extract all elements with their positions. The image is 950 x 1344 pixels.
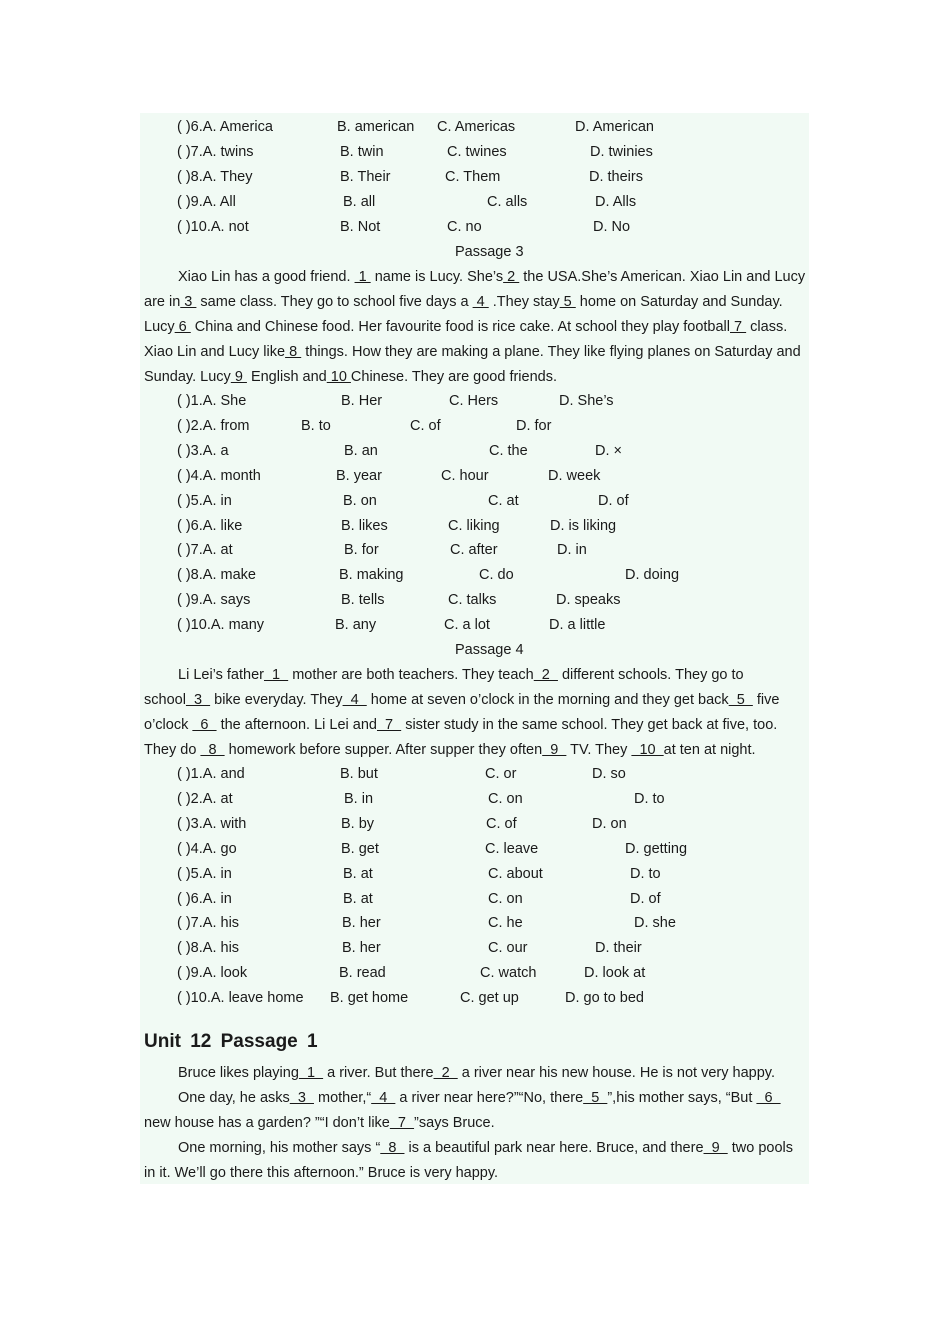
option-b: B. american: [337, 119, 415, 135]
option-row: [0, 540, 950, 560]
option-row: [0, 466, 950, 486]
blank: 3: [180, 293, 197, 310]
option-d: D. their: [595, 940, 642, 957]
option-d: D. of: [630, 890, 661, 907]
blank: 2: [533, 667, 558, 683]
option-row: [0, 516, 950, 536]
option-row: [0, 491, 950, 511]
passage3-text: [144, 265, 808, 390]
paragraph: Xiao Lin has a good friend. 1 name is Lucy. She’s 2 the USA.She’s American. Xiao Lin and Lucy are in 3 same class. They go to school five days a 4 .They stay 5 home on Saturday and Sunday. Lucy 6 China and Chinese food. Her favourite food is rice cake. At school they play football 7 class. Xiao Lin and Lucy like 8 things. How they are making a plane. They like flying planes on Saturday and Sunday. Lucy 9 English and 10 Chinese. They are good friends.: [144, 269, 806, 385]
option-c: C. leave: [485, 840, 539, 857]
option-b: B. by: [341, 815, 375, 832]
passage3-title: Passage 3: [455, 244, 524, 260]
option-b: B. for: [344, 542, 379, 559]
blank: 1: [354, 269, 371, 285]
option-b: B. any: [335, 617, 377, 634]
question-number: ( )6.A. America: [177, 119, 273, 135]
option-row: [0, 590, 950, 610]
option-d: D. in: [557, 542, 587, 559]
question-number: ( )7.A. at: [177, 542, 233, 559]
option-row: [0, 963, 950, 983]
blank: 7: [376, 716, 402, 733]
option-b: B. read: [339, 965, 386, 982]
option-row: [0, 839, 950, 859]
option-c: C. twines: [447, 143, 507, 160]
option-c: C. watch: [480, 965, 537, 982]
option-d: D. of: [598, 492, 629, 509]
option-row: [0, 988, 950, 1008]
option-c: C. hour: [441, 467, 489, 484]
paragraph: One morning, his mother says “ 8 is a beautiful park near here. Bruce, and there 9 two pools in it. We’ll go there this afternoon.” Bruce is very happy.: [144, 1139, 793, 1181]
option-d: D. No: [593, 218, 631, 235]
option-d: D. American: [575, 119, 654, 135]
option-c: C. after: [450, 542, 498, 559]
option-c: C. the: [489, 442, 528, 459]
option-b: B. year: [336, 467, 382, 484]
option-c: C. liking: [448, 517, 500, 534]
question-number: ( )10.A. not: [177, 218, 249, 235]
option-d: D. Alls: [595, 193, 637, 210]
blank: 7: [389, 1114, 415, 1131]
option-d: D. so: [592, 766, 626, 782]
blank: 5: [728, 691, 753, 708]
option-c: C. do: [479, 567, 514, 584]
option-row: [0, 441, 950, 461]
option-b: B. all: [343, 193, 376, 210]
blank: 9: [230, 368, 247, 385]
option-row: [0, 416, 950, 436]
question-number: ( )7.A. twins: [177, 143, 254, 160]
question-number: ( )5.A. in: [177, 492, 232, 509]
option-c: C. of: [486, 815, 517, 832]
blank: 2: [433, 1065, 458, 1081]
question-number: ( )1.A. She: [177, 393, 247, 409]
option-row: [0, 789, 950, 809]
question-number: ( )9.A. says: [177, 592, 251, 609]
option-b: B. at: [343, 890, 373, 907]
question-number: ( )7.A. his: [177, 915, 240, 932]
option-b: B. Not: [340, 218, 381, 235]
blank: 8: [285, 343, 302, 360]
option-b: B. in: [344, 790, 374, 807]
option-c: C. he: [488, 915, 523, 932]
option-c: C. about: [488, 865, 543, 882]
option-d: D. to: [634, 790, 665, 807]
option-d: D. she: [634, 915, 676, 932]
blank: 10: [631, 741, 664, 758]
question-number: ( )8.A. make: [177, 567, 256, 584]
option-b: B. her: [342, 940, 381, 957]
option-c: C. alls: [487, 193, 528, 210]
option-b: B. likes: [341, 517, 388, 534]
option-row: [0, 864, 950, 884]
question-number: ( )10.A. many: [177, 617, 265, 634]
option-b: B. on: [343, 492, 377, 509]
option-row: [0, 391, 950, 411]
option-c: C. Hers: [449, 393, 499, 409]
option-d: D. look at: [584, 965, 646, 982]
option-b: B. but: [340, 766, 378, 782]
option-row: [0, 913, 950, 933]
option-row: [0, 167, 950, 187]
option-b: B. at: [343, 865, 373, 882]
question-number: ( )3.A. a: [177, 442, 229, 459]
option-c: C. no: [447, 218, 482, 235]
option-d: D. a little: [549, 617, 606, 634]
question-number: ( )8.A. They: [177, 168, 253, 185]
question-number: ( )3.A. with: [177, 815, 247, 832]
blank: 4: [342, 691, 367, 708]
unit12-text: [144, 1061, 808, 1186]
blank: 6: [192, 716, 217, 733]
option-b: B. to: [301, 417, 331, 434]
option-row: [0, 565, 950, 585]
option-b: B. an: [344, 442, 378, 459]
question-number: ( )4.A. month: [177, 467, 261, 484]
question-number: ( )6.A. in: [177, 890, 232, 907]
paragraph: Bruce likes playing 1 a river. But there 2 a river near his new house. He is not very happy.: [178, 1065, 775, 1081]
question-number: ( )9.A. All: [177, 193, 236, 210]
blank: 6: [756, 1089, 781, 1106]
option-d: D. She’s: [559, 393, 614, 409]
option-c: C. or: [485, 766, 517, 782]
blank: 2: [503, 269, 520, 285]
question-number: ( )1.A. and: [177, 766, 245, 782]
option-c: C. get up: [460, 990, 519, 1007]
option-d: D. for: [516, 417, 552, 434]
unit12-title: Unit 12 Passage 1: [144, 1031, 318, 1052]
option-b: B. get: [341, 840, 379, 857]
blank: 3: [185, 691, 211, 708]
blank: 5: [559, 293, 576, 310]
option-b: B. get home: [330, 990, 409, 1007]
option-d: D. ×: [595, 442, 622, 459]
question-number: ( )2.A. at: [177, 790, 233, 807]
paragraph: Li Lei’s father 1 mother are both teachers. They teach 2 different schools. They go to school 3 bike everyday. They 4 home at seven o’clock in the morning and they get back 5 five o’clock 6 the afternoon. Li Lei and 7 sister study in the same school. They get back at five, too. They do 8 homework before supper. After supper they often 9 TV. They 10 at ten at night.: [144, 667, 780, 758]
blank: 8: [200, 741, 225, 758]
blank: 10: [326, 368, 351, 385]
blank: 1: [263, 667, 289, 683]
option-row: [0, 217, 950, 237]
blank: 9: [542, 741, 567, 758]
option-b: B. Her: [341, 393, 383, 409]
option-c: C. of: [410, 417, 441, 434]
option-row: [0, 889, 950, 909]
option-c: C. on: [488, 790, 523, 807]
option-d: D. to: [630, 865, 661, 882]
option-d: D. doing: [625, 567, 680, 584]
option-b: B. twin: [340, 143, 384, 160]
blank: 1: [298, 1065, 324, 1081]
option-d: D. week: [548, 467, 601, 484]
passage4-text: [144, 663, 808, 763]
blank: 7: [730, 318, 747, 335]
question-number: ( )8.A. his: [177, 940, 240, 957]
option-c: C. a lot: [444, 617, 490, 634]
option-row: [0, 938, 950, 958]
option-b: B. her: [342, 915, 381, 932]
option-d: D. go to bed: [565, 990, 644, 1007]
option-row: [0, 615, 950, 635]
passage4-title: Passage 4: [455, 642, 524, 658]
option-c: C. talks: [448, 592, 497, 609]
option-row: [0, 192, 950, 212]
question-number: ( )9.A. look: [177, 965, 248, 982]
question-number: ( )2.A. from: [177, 417, 250, 434]
question-number: ( )4.A. go: [177, 840, 237, 857]
blank: 4: [371, 1089, 396, 1106]
paragraph: One day, he asks 3 mother,“ 4 a river near here?”“No, there 5 ”,his mother says, “But 6 new house has a garden? ”“I don’t like 7 ”says Bruce.: [144, 1089, 781, 1131]
option-b: B. tells: [341, 592, 385, 609]
option-d: D. is liking: [550, 517, 617, 534]
option-c: C. on: [488, 890, 523, 907]
option-d: D. on: [592, 815, 627, 832]
question-number: ( )10.A. leave home: [177, 990, 304, 1007]
blank: 9: [703, 1139, 728, 1156]
question-number: ( )5.A. in: [177, 865, 232, 882]
option-d: D. getting: [625, 840, 688, 857]
blank: 8: [380, 1139, 405, 1156]
option-row: [0, 142, 950, 162]
option-c: C. our: [488, 940, 528, 957]
blank: 4: [472, 293, 489, 310]
blank: 3: [289, 1089, 314, 1106]
option-d: D. twinies: [590, 143, 653, 160]
option-b: B. making: [339, 567, 404, 584]
blank: 5: [583, 1089, 608, 1106]
option-b: B. Their: [340, 168, 391, 185]
option-d: D. speaks: [556, 592, 621, 609]
option-c: C. Them: [445, 168, 501, 185]
question-number: ( )6.A. like: [177, 517, 243, 534]
option-row: [0, 117, 950, 137]
option-c: C. Americas: [437, 119, 516, 135]
option-d: D. theirs: [589, 168, 643, 185]
blank: 6: [174, 318, 191, 335]
option-row: [0, 764, 950, 784]
option-c: C. at: [488, 492, 519, 509]
option-row: [0, 814, 950, 834]
